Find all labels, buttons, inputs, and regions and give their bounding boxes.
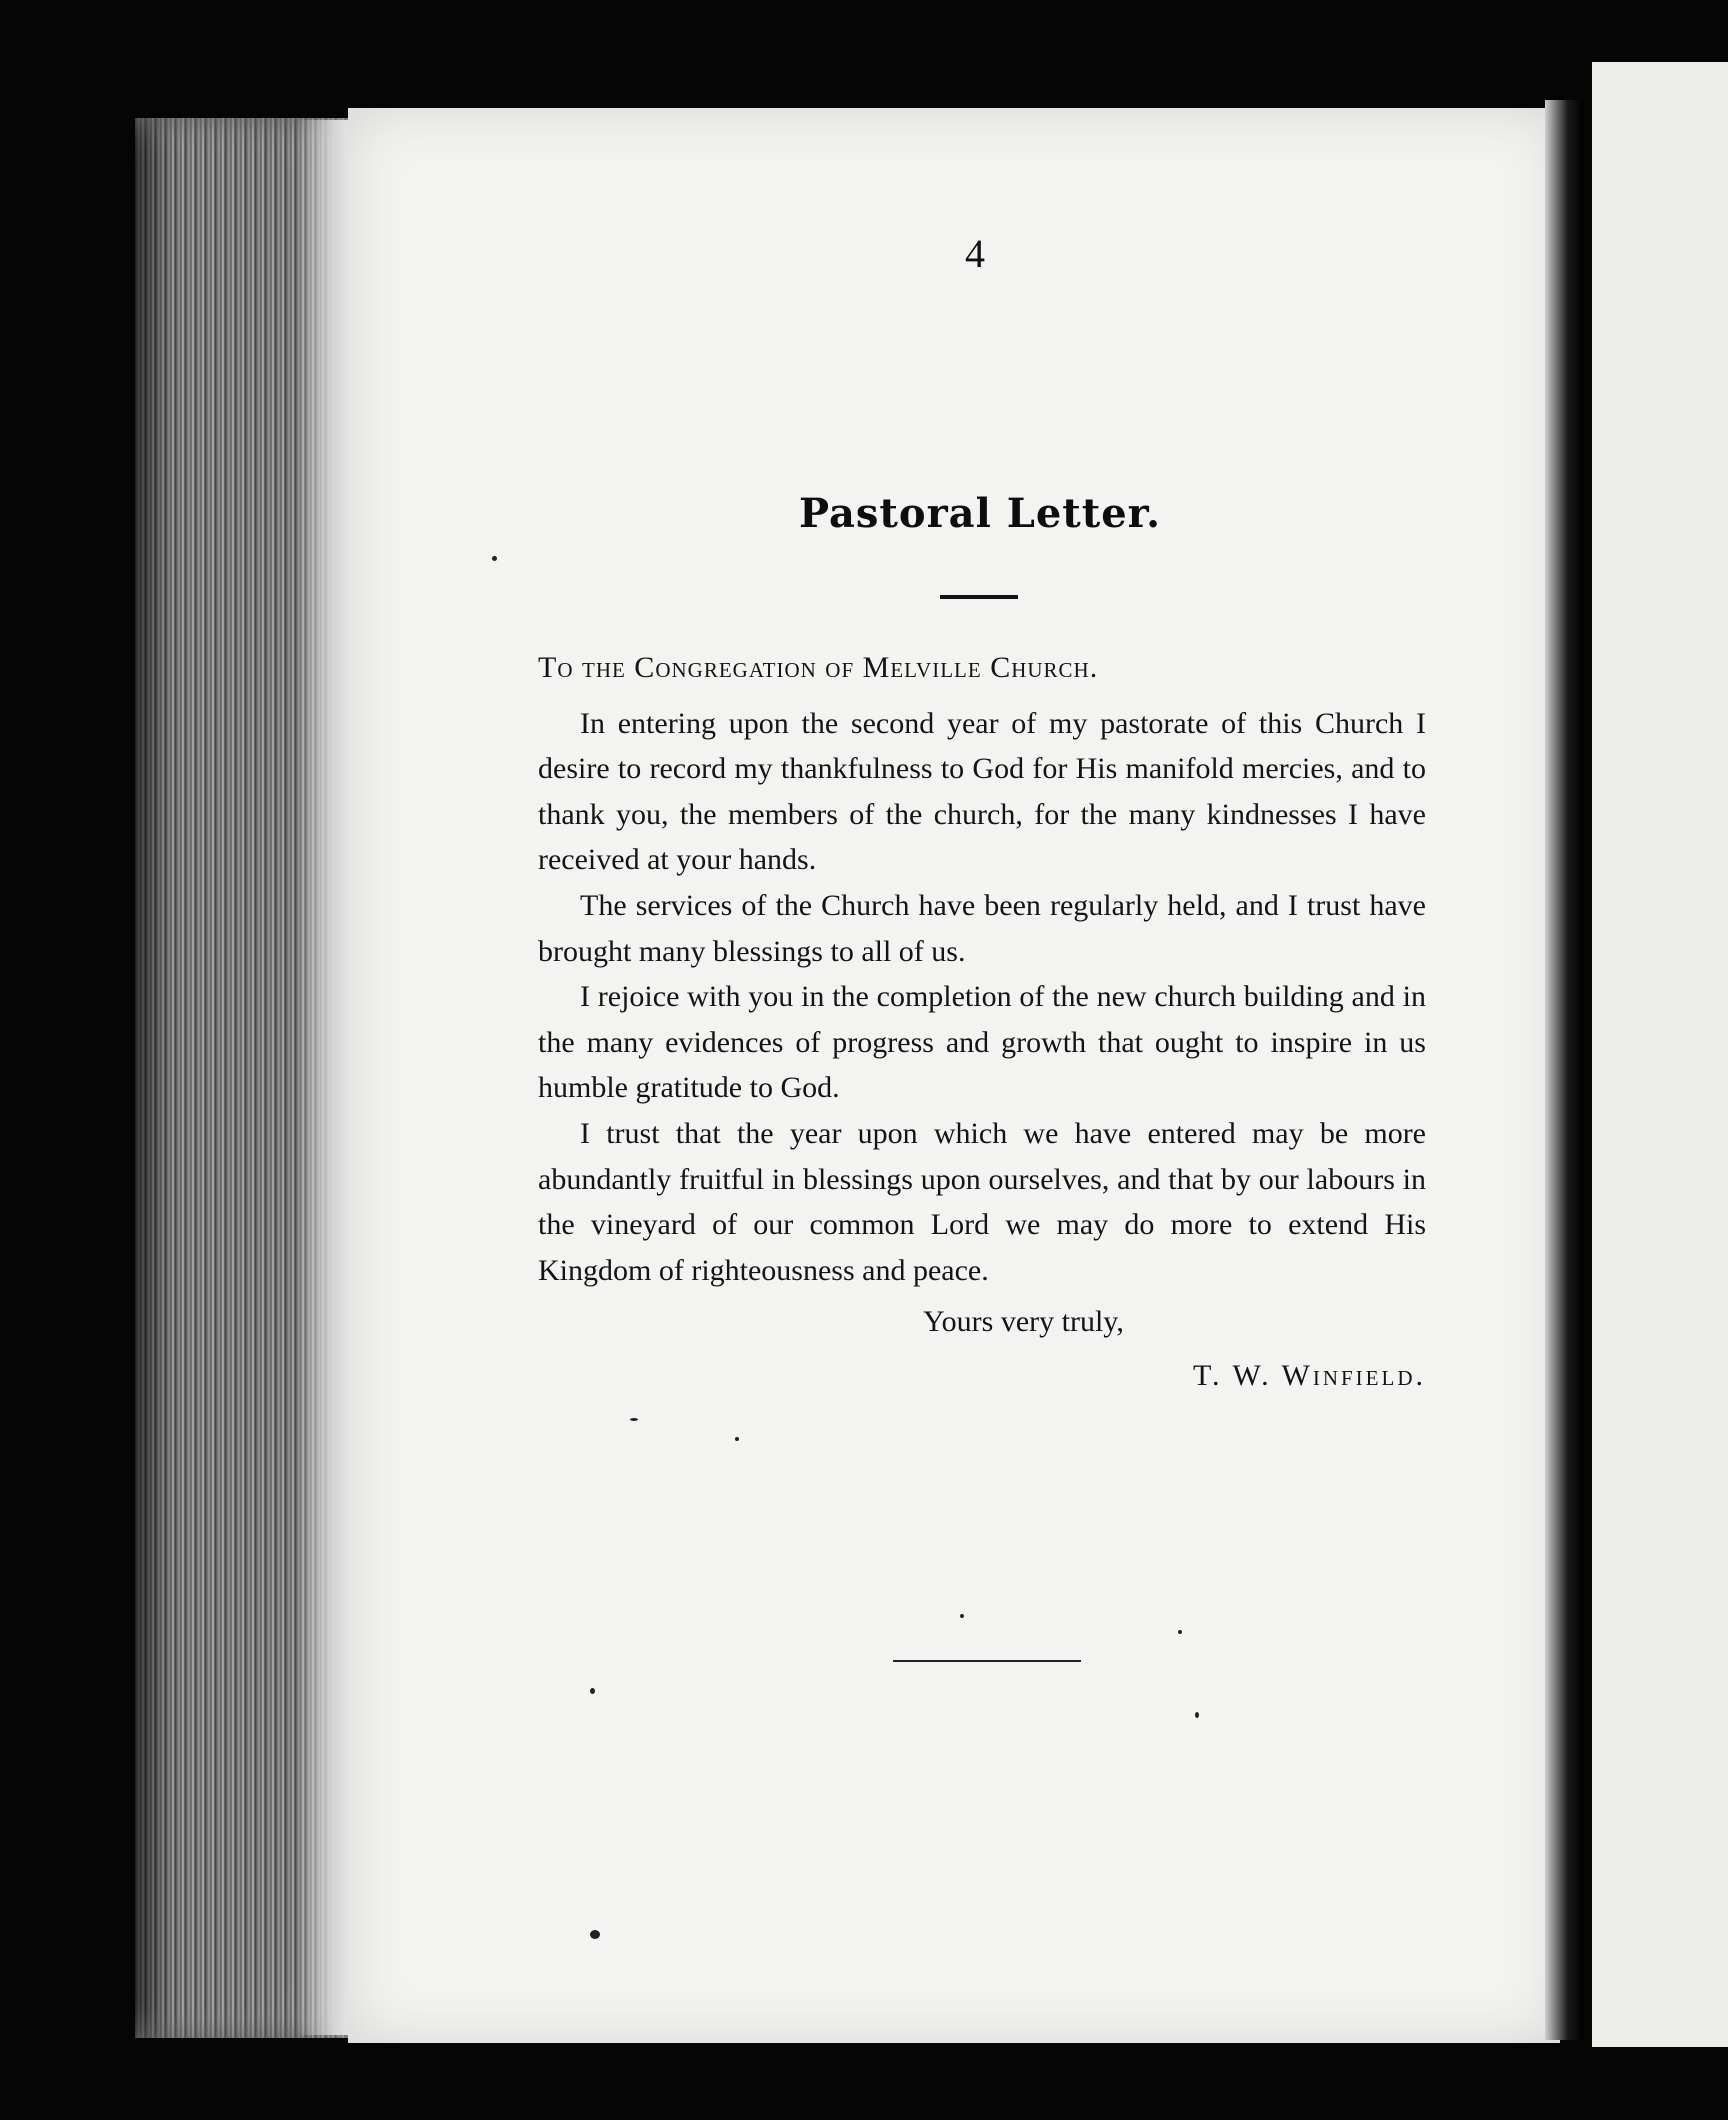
scan-speck xyxy=(630,1418,638,1421)
facing-page-edge xyxy=(1592,62,1728,2047)
closing: Yours very truly, xyxy=(923,1305,1124,1339)
scan-speck xyxy=(1195,1712,1199,1718)
page-number: 4 xyxy=(965,231,985,276)
scan-speck xyxy=(590,1930,600,1939)
scan-speck xyxy=(492,556,497,561)
scan-speck xyxy=(590,1688,595,1694)
title-divider xyxy=(940,595,1018,599)
signature: T. W. Winfield. xyxy=(1192,1358,1426,1392)
paragraph-1: In entering upon the second year of my pastorate of this Church I desire to record my thankfulness to God for His manifold mercies, and to thank you, the members of the church, for the many kindnesses I have received at your hands. xyxy=(538,706,1426,877)
paragraph-3: I rejoice with you in the completion of the new church building and in the many evidences of progress and growth that ought to inspire in us humble gratitude to God. xyxy=(538,980,1426,1105)
salutation: To the Congregation of Melville Church. xyxy=(538,651,1099,684)
letter-title: Pastoral Letter. xyxy=(798,490,1161,537)
scan-speck xyxy=(735,1437,739,1441)
letter-body xyxy=(538,645,1426,1399)
paragraph-4: I trust that the year upon which we have entered may be more abundantly fruitful in blessings upon ourselves, and that by our labours in the vineyard of our common Lord we may do more to extend His Kingdom of righteousness and peace. xyxy=(538,1116,1426,1287)
paragraph-2: The services of the Church have been regularly held, and I trust have brought many blessings to all of us. xyxy=(538,888,1426,968)
scan-speck xyxy=(960,1614,964,1618)
book-gutter xyxy=(1545,100,1583,2040)
end-divider xyxy=(893,1660,1081,1662)
scan-speck xyxy=(1178,1630,1182,1634)
